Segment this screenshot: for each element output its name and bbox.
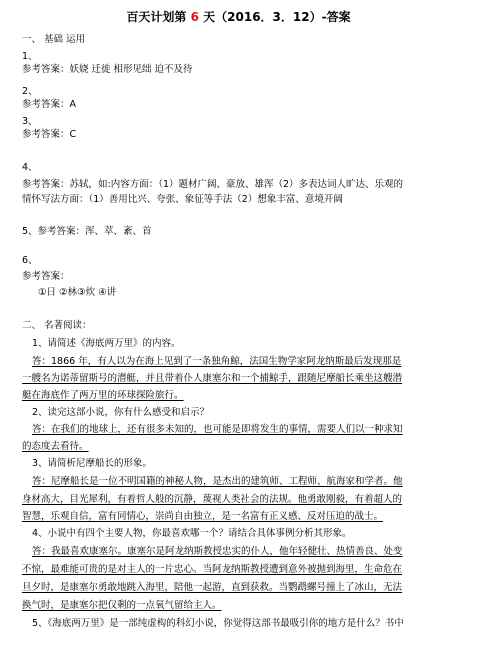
page-title — [0, 8, 477, 25]
r5-question: 5、《海底两万里》是一部纯虚构的科幻小说，你觉得这部书最吸引你的地方是什么？书中 — [32, 618, 404, 629]
title-suffix: 天（2016．3．12）-答案 — [198, 10, 351, 24]
r3-answer-line-2: 身材高大，目光犀利，有着哲人般的沉静，蔑视人类社会的法规。他勇敢刚毅，有着超人的 — [22, 494, 403, 505]
r3-question: 3、请简析尼摩船长的形象。 — [32, 458, 153, 469]
r3-answer-line-1: 答：尼摩船长是一位不明国籍的神秘人物，是杰出的建筑师、工程师、航海家和学者。他 — [32, 476, 403, 487]
q6-number: 6、 — [22, 255, 38, 266]
r1-question: 1、请简述《海底两万里》的内容。 — [32, 338, 181, 349]
title-day-number: 6 — [190, 10, 199, 24]
r1-answer-line-1: 答：1866 年，有人以为在海上见到了一条独角鲸，法国生物学家阿龙纳斯最后发现那是 — [32, 356, 402, 367]
section-2-header: 二、 名著阅读： — [22, 320, 92, 331]
r4-answer-line-4: 换气时，是康塞尔把仅剩的一点氧气留给主人。 — [22, 600, 222, 611]
q2-answer: 参考答案：A — [22, 99, 76, 110]
r4-question: 4、小说中有四个主要人物，你最喜欢哪一个？请结合具体事例分析其形象。 — [32, 528, 352, 539]
r2-answer-line-1: 答：在我们的地球上，还有很多未知的，也可能是即将发生的事情，需要人们以一种求知 — [32, 424, 403, 435]
q4-answer-line-1: 参考答案：苏轼，如:内容方面：（1）题材广阔、豪放、雄浑（2）多表达词人旷达、乐观的 — [22, 179, 404, 190]
q1-answer: 参考答案：妖娆 迁徙 相形见绌 迫不及待 — [22, 64, 193, 75]
r1-answer-line-3: 艇在海底作了两万里的环球探险旅行。 — [22, 390, 184, 401]
q1-number: 1、 — [22, 51, 38, 62]
q5-answer: 5、参考答案：浑、萃、紊、首 — [22, 226, 152, 237]
q6-answer-label: 参考答案： — [22, 271, 70, 282]
q4-number: 4、 — [22, 162, 38, 173]
r3-answer-line-3: 智慧，乐观自信，富有同情心，崇尚自由独立，是一名富有正义感、反对压迫的战士。 — [22, 511, 384, 522]
r4-answer-line-2: 不惊，最难能可贵的是对主人的一片忠心。当阿龙纳斯教授遭到意外被抛到海里，生命危在 — [22, 564, 403, 575]
r4-answer-line-1: 答：我最喜欢康塞尔。康塞尔是阿龙纳斯教授忠实的仆人，他年轻健壮、热情善良、处变 — [32, 546, 403, 557]
r4-answer-line-3: 旦夕时，是康塞尔勇敢地跳入海里，陪他一起游，直到获救。当鹦鹉螺号撞上了冰山，无法 — [22, 582, 403, 593]
section-1-header: 一、 基础 运用 — [22, 34, 86, 45]
r2-answer-line-2: 的态度去看待。 — [22, 441, 89, 452]
q3-number: 3、 — [22, 116, 38, 127]
q2-number: 2、 — [22, 86, 38, 97]
q6-answer-items: ①日 ②林③炊 ④讲 — [38, 287, 117, 298]
r2-question: 2、读完这部小说，你有什么感受和启示？ — [32, 407, 210, 418]
r1-answer-line-2: 一艘名为诺蒂留斯号的潜艇，并且带着仆人康塞尔和一个捕鲸手，跟随尼摩船长乘坐这艘潜 — [22, 373, 403, 384]
q4-answer-line-2: 情怀写法方面：（1）善用比兴、夸张、象征等手法（2）想象丰富、意境开阔 — [22, 194, 343, 205]
title-prefix: 百天计划第 — [126, 10, 191, 24]
q3-answer: 参考答案：C — [22, 129, 77, 140]
